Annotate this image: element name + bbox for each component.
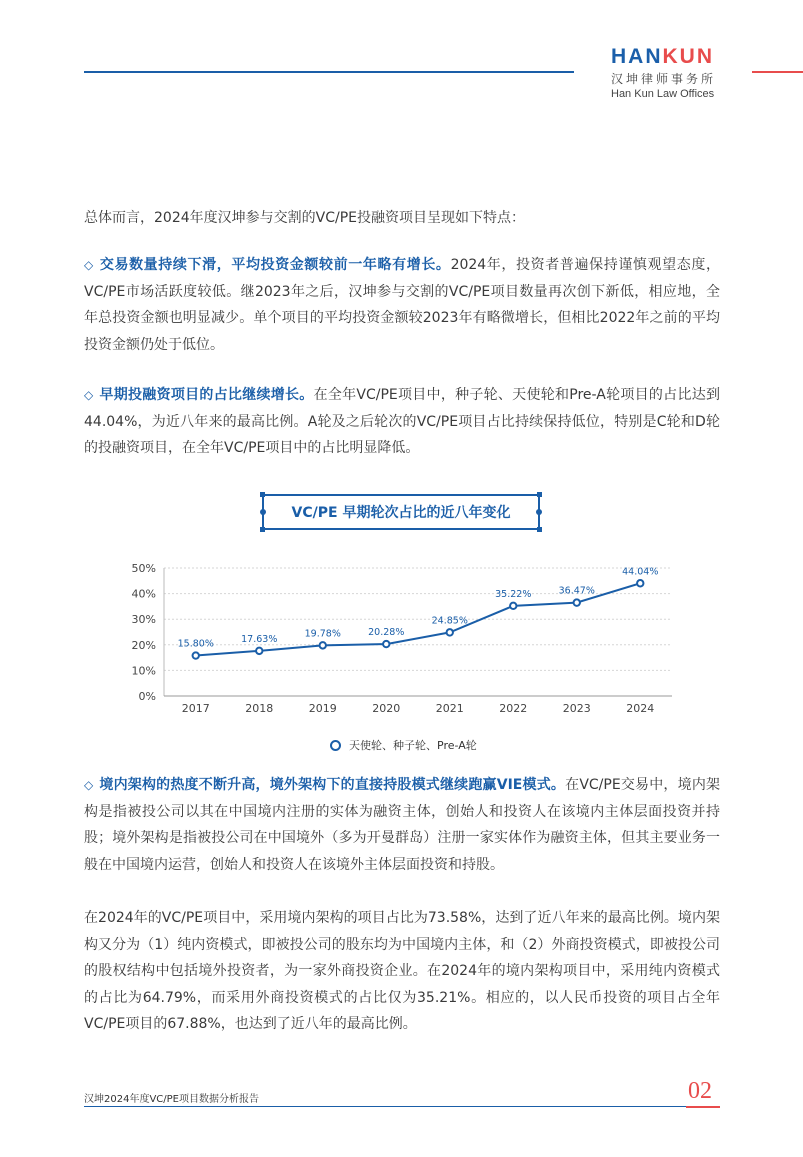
diamond-bullet-icon: ◇ xyxy=(84,778,94,792)
data-point xyxy=(447,629,453,635)
point-1-body: 2024年，投资者普遍保持谨慎观望态度，VC/PE市场活跃度较低。继2023年之后，汉坤参与交割的VC/PE项目数量再次创下新低，相应地，全年总投资金额也明显减少。单个项目的平均投资金额较2023年有略微增长，但相比2022年之前的平均投资金额仍处于低位。 xyxy=(84,257,720,353)
data-point xyxy=(320,642,326,648)
data-point xyxy=(383,641,389,647)
data-label: 44.04% xyxy=(622,566,659,578)
logo-chinese-name: 汉坤律师事务所 xyxy=(611,72,717,86)
diamond-bullet-icon: ◇ xyxy=(84,388,94,402)
x-tick-label: 2024 xyxy=(626,702,655,715)
corner-square xyxy=(537,527,542,532)
point-1-headline: 交易数量持续下滑，平均投资金额较前一年略有增长。 xyxy=(99,257,451,273)
logo-wordmark xyxy=(611,46,731,68)
chart-legend xyxy=(330,737,477,753)
data-label: 24.85% xyxy=(431,615,468,627)
legend-label: 天使轮、种子轮、Pre-A轮 xyxy=(349,739,477,752)
intro-paragraph: 总体而言，2024年度汉坤参与交割的VC/PE投融资项目呈现如下特点： xyxy=(84,210,525,226)
logo-kun: KUN xyxy=(662,45,714,68)
logo-english-name: Han Kun Law Offices xyxy=(611,88,715,100)
diamond-bullet-icon: ◇ xyxy=(84,258,94,272)
data-point xyxy=(637,580,643,586)
x-tick-label: 2022 xyxy=(499,702,528,715)
chart-title-box xyxy=(262,494,540,530)
chart-title: VC/PE 早期轮次占比的近八年变化 xyxy=(291,505,511,521)
data-label: 19.78% xyxy=(304,628,341,640)
y-tick-label: 20% xyxy=(131,638,156,652)
page-number: 02 xyxy=(688,1078,712,1104)
x-tick-label: 2020 xyxy=(372,702,401,715)
header-rule xyxy=(84,71,574,73)
chart-svg xyxy=(84,550,720,740)
side-dot xyxy=(260,509,266,515)
y-tick-label: 30% xyxy=(131,613,156,627)
header-accent-rule xyxy=(752,71,803,73)
point-3 xyxy=(84,772,720,878)
footer-accent-rule xyxy=(686,1106,720,1108)
hankun-logo xyxy=(611,46,731,101)
legend-marker-icon xyxy=(330,740,341,751)
footer-report-title: 汉坤2024年度VC/PE项目数据分析报告 xyxy=(84,1094,259,1105)
point-2-body: 在全年VC/PE项目中，种子轮、天使轮和Pre-A轮项目的占比达到44.04%，为近八年来的最高比例。A轮及之后轮次的VC/PE项目占比持续保持低位，特别是C轮和D轮的投融资项目，在全年VC/PE项目中的占比明显降低。 xyxy=(84,387,720,456)
y-tick-label: 40% xyxy=(131,587,156,601)
x-tick-label: 2021 xyxy=(435,702,464,715)
data-label: 36.47% xyxy=(558,585,595,597)
point-2-headline: 早期投融资项目的占比继续增长。 xyxy=(99,387,314,403)
point-3-headline: 境内架构的热度不断升高，境外架构下的直接持股模式继续跑赢VIE模式。 xyxy=(99,777,566,793)
y-tick-label: 50% xyxy=(131,562,156,575)
closing-paragraph: 在2024年的VC/PE项目中，采用境内架构的项目占比为73.58%，达到了近八年来的最高比例。境内架构又分为（1）纯内资模式，即被投公司的股东均为中国境内主体，和（2）外商投资模式，即被投公司的股权结构中包括境外投资者，为一家外商投资企业。在2024年的境内架构项目中，采用纯内资模式的占比为64.79%，而采用外商投资模式的占比仅为35.21%。相应的，以人民币投资的项目占全年VC/PE项目的67.88%，也达到了近八年的最高比例。 xyxy=(84,910,720,1032)
data-label: 20.28% xyxy=(368,627,405,639)
data-point xyxy=(193,652,199,658)
data-label: 17.63% xyxy=(241,633,278,645)
y-tick-label: 10% xyxy=(131,664,156,678)
logo-han: HAN xyxy=(611,45,663,68)
corner-square xyxy=(260,492,265,497)
x-tick-label: 2023 xyxy=(562,702,591,715)
corner-square xyxy=(537,492,542,497)
point-3-body: 在VC/PE交易中，境内架构是指被投公司以其在中国境内注册的实体为融资主体，创始人和投资人在该境内主体层面投资并持股；境外架构是指被投公司在中国境外（多为开曼群岛）注册一家实体作为融资主体，但其主要业务一般在中国境内运营，创始人和投资人在该境外主体层面投资和持股。 xyxy=(84,777,721,873)
data-label: 15.80% xyxy=(177,638,214,650)
corner-square xyxy=(260,527,265,532)
footer-rule xyxy=(84,1106,720,1107)
x-tick-label: 2019 xyxy=(308,702,337,715)
y-tick-label: 0% xyxy=(138,690,156,703)
point-1 xyxy=(84,252,720,358)
early-stage-share-chart xyxy=(84,550,720,760)
x-tick-label: 2018 xyxy=(245,702,274,715)
point-2 xyxy=(84,382,720,462)
data-point xyxy=(256,648,262,654)
side-dot xyxy=(536,509,542,515)
data-point xyxy=(574,599,580,605)
data-label: 35.22% xyxy=(495,588,532,600)
x-tick-label: 2017 xyxy=(181,702,210,715)
data-point xyxy=(510,603,516,609)
